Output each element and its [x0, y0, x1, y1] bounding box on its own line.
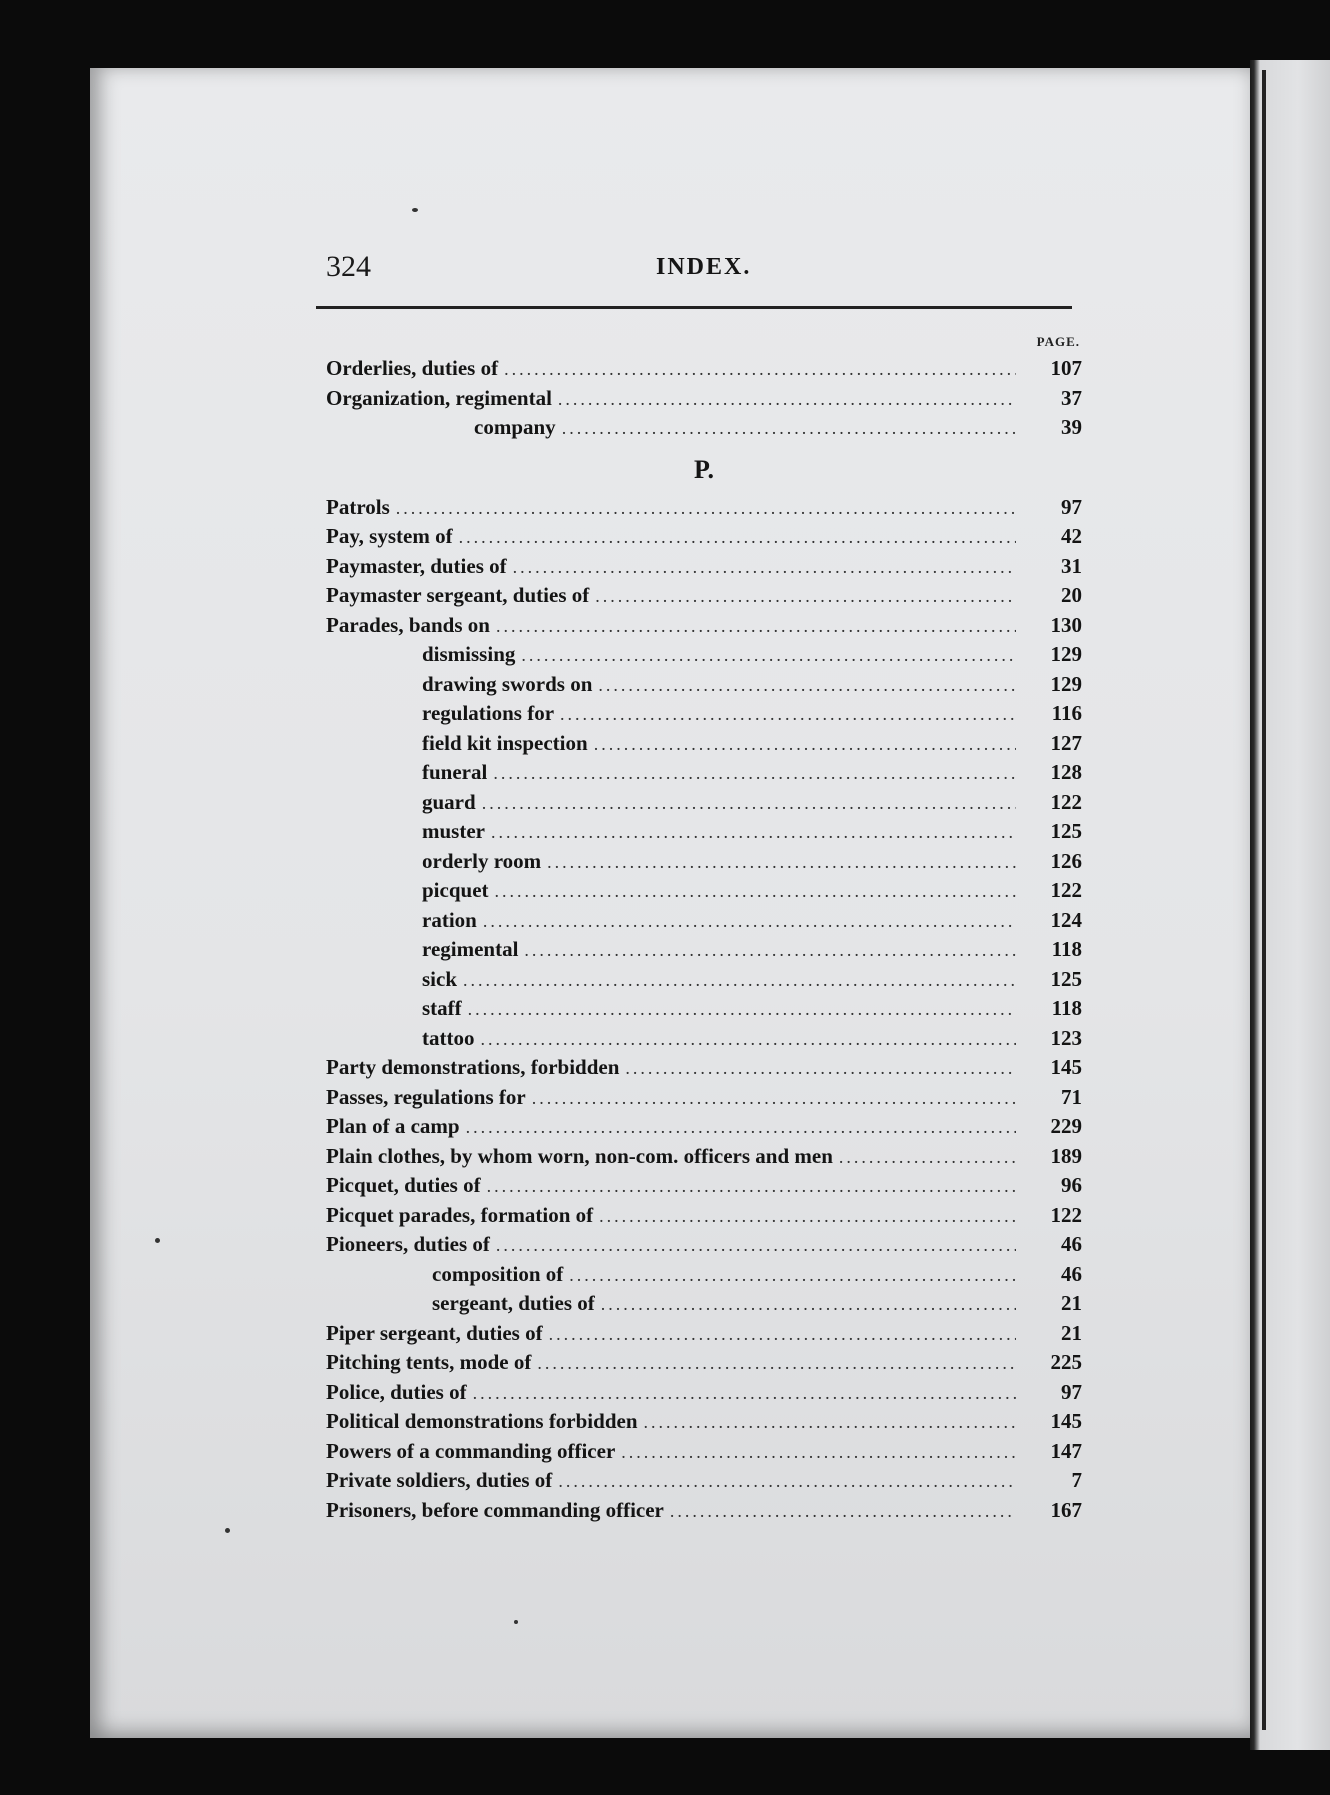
dot-leader: [621, 1442, 1016, 1463]
entry-page-number: 116: [1051, 701, 1082, 725]
dot-leader: [549, 1324, 1016, 1345]
header-rule: [316, 306, 1072, 309]
entry-label: dismissing: [422, 642, 516, 666]
dot-leader: [560, 704, 1016, 725]
entry-page-number: 124: [1050, 907, 1082, 932]
index-entry: [326, 1085, 1082, 1115]
entry-page-number: 167: [1050, 1497, 1082, 1522]
page-column-heading: PAGE.: [1036, 334, 1080, 349]
dot-leader: [513, 557, 1016, 578]
entry-label: staff: [422, 996, 462, 1020]
running-head: INDEX.: [656, 254, 752, 280]
index-entry: [326, 356, 1082, 386]
index-entry: [326, 1321, 1082, 1351]
dot-leader: [496, 616, 1016, 637]
scan-speck: [225, 1528, 230, 1533]
entry-page-number: 129: [1050, 642, 1082, 666]
entry-label: Plan of a camp: [326, 1114, 460, 1138]
entry-label: sick: [422, 966, 458, 991]
entry-label: orderly room: [422, 848, 542, 873]
index-entry: [326, 1439, 1082, 1469]
entry-page-number: 118: [1051, 937, 1082, 961]
index-entry: [326, 849, 1082, 879]
dot-leader: [459, 527, 1016, 548]
entry-label: Plain clothes, by whom worn, non-com. officers and men: [326, 1143, 833, 1168]
entry-label: picquet: [422, 878, 489, 902]
dot-leader: [487, 1176, 1016, 1197]
dot-leader: [601, 1294, 1016, 1315]
dot-leader: [521, 645, 1016, 666]
dot-leader: [480, 1029, 1016, 1050]
entry-label: drawing swords on: [422, 671, 593, 696]
entry-label: Private soldiers, duties of: [326, 1468, 553, 1492]
dot-leader: [504, 359, 1016, 380]
entry-page-number: 7: [1071, 1468, 1082, 1492]
index-entry: [326, 937, 1082, 967]
dot-leader: [594, 734, 1016, 755]
dot-leader: [532, 1088, 1016, 1109]
entry-label: funeral: [422, 760, 488, 784]
index-entry: [326, 1203, 1082, 1233]
dot-leader: [839, 1147, 1016, 1168]
entry-label: Political demonstrations forbidden: [326, 1409, 638, 1433]
dot-leader: [562, 418, 1016, 439]
index-entry: [326, 819, 1082, 849]
entry-label: Pitching tents, mode of: [326, 1350, 532, 1374]
entry-label: Organization, regimental: [326, 385, 552, 410]
entry-page-number: 225: [1050, 1350, 1082, 1374]
dot-leader: [569, 1265, 1016, 1286]
index-entry: [326, 672, 1082, 702]
dot-leader: [524, 940, 1016, 961]
index-entry: [326, 731, 1082, 761]
entry-label: regimental: [422, 937, 519, 961]
book-gutter-line: [1262, 70, 1266, 1730]
entry-label: Powers of a commanding officer: [326, 1438, 616, 1463]
entry-label: Pioneers, duties of: [326, 1232, 490, 1256]
entry-page-number: 37: [1061, 385, 1082, 410]
entry-page-number: 46: [1061, 1261, 1082, 1286]
entry-page-number: 147: [1050, 1438, 1082, 1463]
entry-label: Party demonstrations, forbidden: [326, 1055, 620, 1079]
index-entry: [326, 1262, 1082, 1292]
entry-label: sergeant, duties of: [432, 1291, 595, 1315]
dot-leader: [495, 881, 1016, 902]
entry-page-number: 122: [1050, 789, 1082, 814]
index-entry: [326, 1409, 1082, 1439]
entry-page-number: 97: [1061, 494, 1082, 519]
entry-label: Picquet parades, formation of: [326, 1202, 594, 1227]
entry-label: Parades, bands on: [326, 612, 490, 637]
entry-page-number: 21: [1061, 1320, 1082, 1345]
entry-page-number: 96: [1061, 1173, 1082, 1197]
index-entry: [326, 1055, 1082, 1085]
entry-label: Patrols: [326, 494, 390, 519]
dot-leader: [670, 1501, 1016, 1522]
entry-page-number: 229: [1050, 1114, 1082, 1138]
dot-leader: [483, 911, 1016, 932]
index-entry: [326, 1380, 1082, 1410]
dot-leader: [463, 970, 1016, 991]
entry-page-number: 118: [1051, 996, 1082, 1020]
entry-label: tattoo: [422, 1025, 475, 1050]
page-header: [326, 250, 1074, 290]
index-entry: [326, 1468, 1082, 1498]
entry-page-number: 127: [1050, 730, 1082, 755]
entry-label: company: [474, 415, 556, 439]
entry-page-number: 71: [1061, 1084, 1082, 1109]
index-entry: [326, 642, 1082, 672]
index-entries: [326, 356, 1082, 1527]
entry-page-number: 145: [1050, 1409, 1082, 1433]
page-number: 324: [326, 250, 371, 283]
index-entry: [326, 524, 1082, 554]
dot-leader: [496, 1235, 1016, 1256]
entry-page-number: 128: [1050, 760, 1082, 784]
entry-label: Pay, system of: [326, 524, 453, 548]
index-entry: [326, 996, 1082, 1026]
entry-page-number: 122: [1050, 1202, 1082, 1227]
entry-page-number: 46: [1061, 1232, 1082, 1256]
dot-leader: [625, 1058, 1016, 1079]
index-entry: [326, 1173, 1082, 1203]
entry-page-number: 122: [1050, 878, 1082, 902]
dot-leader: [598, 675, 1016, 696]
entry-label: guard: [422, 789, 476, 814]
index-entry: [326, 1026, 1082, 1056]
dot-leader: [491, 822, 1016, 843]
index-entry: [326, 1144, 1082, 1174]
section-p-list: [326, 495, 1082, 1528]
index-entry: [326, 554, 1082, 584]
entry-label: Police, duties of: [326, 1379, 467, 1404]
dot-leader: [547, 852, 1016, 873]
index-entry: [326, 1350, 1082, 1380]
index-entry: [326, 1291, 1082, 1321]
entry-page-number: 129: [1050, 671, 1082, 696]
scan-speck: [155, 1238, 160, 1243]
dot-leader: [473, 1383, 1016, 1404]
entry-page-number: 21: [1061, 1291, 1082, 1315]
entry-page-number: 123: [1050, 1025, 1082, 1050]
section-o-list: [326, 356, 1082, 445]
index-entry: [326, 1498, 1082, 1528]
dot-leader: [537, 1353, 1016, 1374]
entry-page-number: 107: [1050, 356, 1082, 380]
index-entry: [326, 701, 1082, 731]
entry-page-number: 189: [1050, 1143, 1082, 1168]
dot-leader: [482, 793, 1016, 814]
entry-page-number: 97: [1061, 1379, 1082, 1404]
entry-page-number: 42: [1061, 524, 1082, 548]
entry-page-number: 125: [1050, 966, 1082, 991]
index-entry: [326, 760, 1082, 790]
entry-label: regulations for: [422, 701, 555, 725]
entry-label: field kit inspection: [422, 730, 588, 755]
index-entry: [326, 386, 1082, 416]
entry-label: Piper sergeant, duties of: [326, 1320, 543, 1345]
entry-page-number: 20: [1061, 583, 1082, 607]
dot-leader: [493, 763, 1016, 784]
index-entry: [326, 583, 1082, 613]
dot-leader: [644, 1412, 1016, 1433]
entry-page-number: 125: [1050, 819, 1082, 843]
entry-label: Orderlies, duties of: [326, 356, 499, 380]
dot-leader: [558, 1471, 1016, 1492]
dot-leader: [396, 498, 1016, 519]
index-entry: [326, 967, 1082, 997]
scan-speck: [514, 1620, 518, 1624]
entry-page-number: 39: [1061, 415, 1082, 439]
entry-label: Passes, regulations for: [326, 1084, 526, 1109]
dot-leader: [599, 1206, 1016, 1227]
entry-label: Paymaster, duties of: [326, 553, 507, 578]
entry-label: ration: [422, 907, 477, 932]
index-entry: [326, 878, 1082, 908]
entry-page-number: 130: [1050, 612, 1082, 637]
scan-speck: [412, 208, 418, 212]
dot-leader: [595, 586, 1016, 607]
entry-label: Paymaster sergeant, duties of: [326, 583, 590, 607]
index-entry: [326, 790, 1082, 820]
dot-leader: [558, 389, 1016, 410]
entry-label: composition of: [432, 1261, 564, 1286]
entry-label: Prisoners, before commanding officer: [326, 1497, 664, 1522]
index-entry: [326, 908, 1082, 938]
index-entry: [326, 495, 1082, 525]
index-entry: [326, 1114, 1082, 1144]
index-entry: [326, 613, 1082, 643]
dot-leader: [466, 1117, 1016, 1138]
entry-page-number: 145: [1050, 1055, 1082, 1079]
entry-page-number: 31: [1061, 553, 1082, 578]
section-letter-p: P.: [694, 454, 714, 484]
entry-label: Picquet, duties of: [326, 1173, 481, 1197]
dot-leader: [468, 999, 1016, 1020]
index-entry: [326, 1232, 1082, 1262]
entry-label: muster: [422, 819, 485, 843]
index-entry: [326, 415, 1082, 445]
entry-page-number: 126: [1050, 848, 1082, 873]
